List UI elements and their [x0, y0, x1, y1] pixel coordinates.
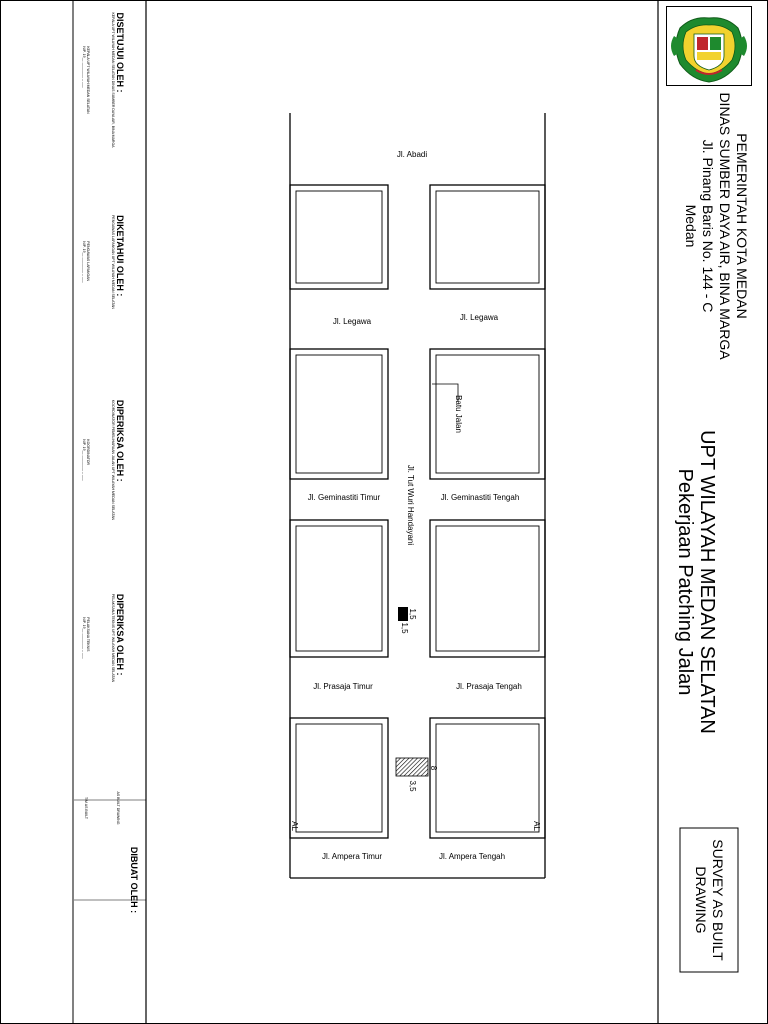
- signature-name: PELAKSANA TEKNIS: [86, 617, 90, 652]
- street-label-geminastiti-tengah: Jl. Geminastiti Tengah: [440, 493, 520, 502]
- street-label-geminastiti-timur: Jl. Geminastiti Timur: [307, 493, 381, 502]
- street-label-ampera-tengah: Jl. Ampera Tengah: [438, 852, 506, 861]
- signature-name: TIM AS BUILT: [84, 796, 88, 820]
- signature-role: PELAKSANA TEKNIS UPT WILAYAH MEDAN SELATAN: [111, 593, 115, 683]
- header-line-1: PEMERINTAH KOTA MEDAN: [734, 133, 750, 319]
- header-line-3: Jl. Pinang Baris No. 144 - C: [700, 139, 716, 313]
- signature-role-block-5: [116, 792, 120, 825]
- header-line-4: Medan: [683, 204, 699, 248]
- signature-name-block-1: [82, 46, 90, 113]
- patch-mark-2: [396, 758, 428, 776]
- signature-name: PENGAWAS LAPANGAN: [86, 241, 90, 282]
- patch-2-dim-a: 8: [429, 765, 438, 771]
- street-label-prasaja-tengah: Jl. Prasaja Tengah: [456, 682, 522, 691]
- signature-nip: NIP. 19__ ________ _ ___: [82, 617, 86, 659]
- street-label-ampera-timur: Jl. Ampera Timur: [321, 852, 383, 861]
- road-inner-lines: [296, 191, 539, 832]
- block-right-2: [430, 349, 545, 479]
- signature-name-block-4: [82, 617, 90, 658]
- block-right-3: [430, 520, 545, 657]
- signature-block-5: [129, 847, 139, 913]
- block-left-4: [290, 718, 388, 838]
- signature-nip: NIP. 19__ ________ _ ___: [82, 241, 86, 283]
- drawing-label-line-2: DRAWING: [693, 866, 709, 934]
- street-label-legawa-left: Jl. Legawa: [332, 317, 372, 326]
- patch-1-dim-a: 1,5: [408, 608, 417, 620]
- street-label-main-road: Jl. Tut Wuri Handayani: [406, 464, 415, 546]
- signature-block-2: [111, 215, 125, 309]
- street-label-legawa-right: Jl. Legawa: [459, 313, 499, 322]
- signature-name-block-5: [84, 797, 88, 819]
- signature-title: DIPERIKSA OLEH :: [115, 593, 125, 676]
- signature-role: KOORDINATOR PEMELIHARAAN JALAN UPT WILAYAH MEDAN SELATAN: [111, 399, 115, 521]
- street-label-prasaja-timur: Jl. Prasaja Timur: [313, 682, 373, 691]
- signature-nip: NIP. 19__ ________ _ ___: [82, 439, 86, 481]
- signature-nip: NIP. 19__ ________ _ ___: [82, 46, 86, 88]
- patch-2-dim-b: 3,5: [408, 780, 417, 792]
- block-left-2: [290, 349, 388, 479]
- signature-role: AS BUILT DRAWING: [116, 791, 120, 825]
- signature-title: DIPERIKSA OLEH :: [115, 399, 125, 482]
- al-label-right: AL: [532, 821, 541, 831]
- signature-role: KEPALA UPT WILAYAH MEDAN SELATAN DINAS SUMBER DAYA AIR, BINA MARGA: [111, 12, 115, 148]
- block-left-1: [290, 185, 388, 289]
- header-line-2: DINAS SUMBER DAYA AIR, BINA MARGA: [717, 92, 733, 360]
- signature-name: KOORDINATOR: [86, 439, 90, 466]
- patch-mark-1: [398, 607, 408, 621]
- patch-1-dim-b: 1,5: [400, 622, 409, 634]
- project-title: UPT WILAYAH MEDAN SELATAN: [696, 430, 718, 734]
- signature-title: DISETUJUI OLEH :: [115, 12, 125, 93]
- project-subtitle: Pekerjaan Patching Jalan: [674, 468, 696, 696]
- signature-title: DIBUAT OLEH :: [129, 846, 139, 914]
- signature-block-1: [111, 12, 125, 147]
- drawing-label-line-1: SURVEY AS BUILT: [710, 839, 726, 961]
- signature-block-4: [111, 594, 125, 682]
- signature-name: KEPALA UPT WILAYAH MEDAN SELATAN: [86, 46, 90, 114]
- batu-jalan-label: Batu Jalan: [454, 395, 463, 433]
- signature-role: PENGAWAS LAPANGAN UPT WILAYAH MEDAN SELATAN: [111, 215, 115, 309]
- signature-name-block-3: [82, 439, 90, 480]
- block-right-4: [430, 718, 545, 838]
- signature-block-3: [111, 400, 125, 520]
- block-right-1: [430, 185, 545, 289]
- block-left-3: [290, 520, 388, 657]
- signature-name-block-2: [82, 241, 90, 282]
- street-label-abadi: Jl. Abadi: [396, 150, 428, 159]
- signature-title: DIKETAHUI OLEH :: [115, 215, 125, 297]
- al-label-left: AL: [290, 821, 299, 831]
